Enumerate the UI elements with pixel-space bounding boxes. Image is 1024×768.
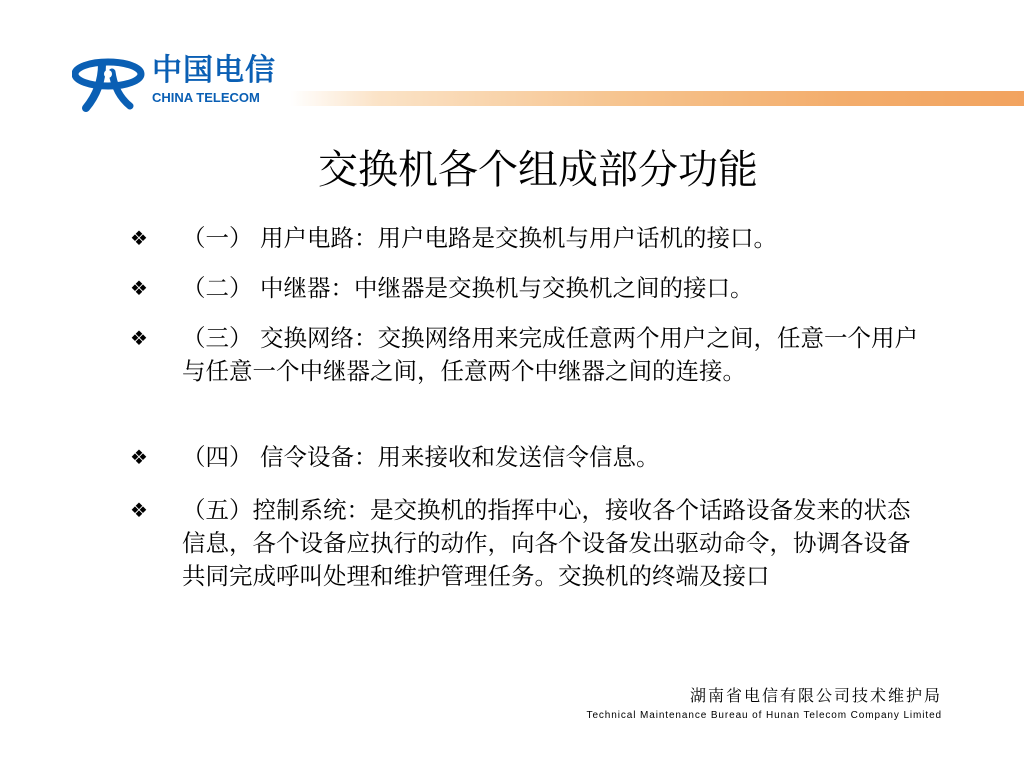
- footer-organization-en: Technical Maintenance Bureau of Hunan Telecom Company Limited: [586, 710, 942, 721]
- diamond-bullet-icon: ❖: [130, 498, 148, 522]
- bullet-text: （五）控制系统：是交换机的指挥中心，接收各个话路设备发来的状态信息，各个设备应执行的动作，向各个设备发出驱动命令，协调各设备共同完成呼叫处理和维护管理任务。交换机的终端及接口: [182, 496, 911, 590]
- diamond-bullet-icon: ❖: [130, 226, 148, 250]
- bullet-text: （一） 用户电路：用户电路是交换机与用户话机的接口。: [182, 224, 777, 252]
- bullet-text: （二） 中继器：中继器是交换机与交换机之间的接口。: [182, 274, 754, 302]
- bullet-text: （三） 交换网络：交换网络用来完成任意两个用户之间，任意一个用户与任意一个中继器之间，任意两个中继器之间的连接。: [182, 324, 918, 385]
- footer-organization-cn: 湖南省电信有限公司技术维护局: [689, 686, 942, 705]
- logo-chinese-text: 中国电信: [152, 53, 276, 88]
- diamond-bullet-icon: ❖: [130, 326, 148, 350]
- logo-english-text: CHINA TELECOM: [152, 90, 260, 105]
- slide-title: 交换机各个组成部分功能: [318, 147, 758, 193]
- diamond-bullet-icon: ❖: [130, 445, 148, 469]
- diamond-bullet-icon: ❖: [130, 276, 148, 300]
- bullet-text: （四） 信令设备：用来接收和发送信令信息。: [182, 443, 660, 471]
